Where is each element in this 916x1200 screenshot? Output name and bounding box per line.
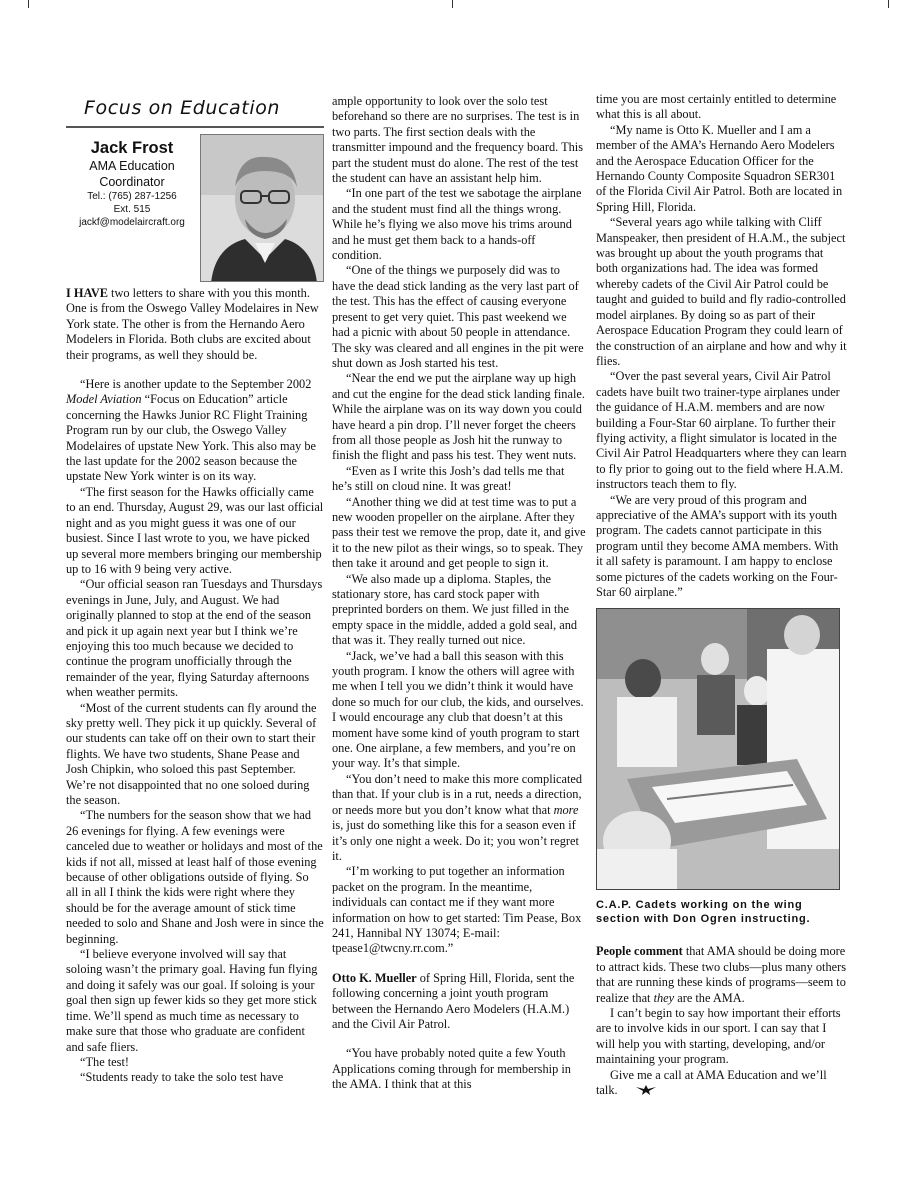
paragraph [332,971,586,1033]
paragraph: “My name is Otto K. Mueller and I am a member of the AMA’s Hernando Aero Modelers and the Aerospace Education Officer for the Hernando County Composite Squadron SER301 of the Florida Civil Air Patrol. Both are located in Spring Hill, Florida. [596,122,843,214]
title-rule [66,126,324,128]
paragraph [332,772,586,864]
emphasis: they [653,990,675,1005]
paragraph: “I believe everyone involved will say that soloing wasn’t the primary goal. Having fun flying and doing it safely was our goal. If soloing is your goal then sign up fewer kids so they get more stick time. We’ll spend as much time as necessary to make sure that those who graduate are confident and safe fliers. [66,947,318,1054]
paragraph [66,377,324,485]
paragraph: “We are very proud of this program and appreciative of the AMA’s support with its youth program. The cadets cannot participate in this program until they become AMA members. With it all safety is paramount. I am happy to enclose some pictures of the cadets working on the Four-Star 60 airplane.” [596,492,839,599]
lead-bold: I HAVE [66,286,108,300]
paragraph [66,286,324,363]
crop-mark-center [452,0,453,8]
paragraph: “Another thing we did at test time was to put a new wooden propeller on the airplane. After they pass their test we remove the prop, date it, and give it to the new pilot as their wings, so to speak. They then take it around and get people to sign it. [332,494,586,571]
text: of Spring Hill, Florida, sent the following concerning a joint youth program between the Hernando Aero Modelers (H.A.M.) and the Civil Air Patrol. [332,970,575,1031]
column-2 [332,94,586,1093]
emphasis: more [553,802,579,817]
ama-logo-icon [622,1084,656,1099]
paragraph: “Several years ago while talking with Cliff Manspeaker, then president of H.A.M., the subject was brought up about the youth programs that both organizations had. The idea was formed whereby cadets of the Civil Air Patrol could be taught and guided to build and fly radio-controlled model airplanes. By doing so as part of their Aerospace Education Program they could learn of the construction of an airplane and how and why it flies. [596,215,847,368]
magazine-title: Model Aviation [66,392,142,407]
author-role-1: AMA Education [89,159,175,173]
author-email: jackf@modelaircraft.org [79,217,185,228]
text: “You don’t need to make this more complicated than that. If your club is in a rut, needs a direction, or needs more but you don’t know what that [332,771,583,817]
paragraph: “Students ready to take the solo test have [80,1070,284,1085]
paragraph: I can’t begin to say how important their efforts are to involve kids in our sport. I can say that I will help you with starting, developing, and/or maintaining your program. [596,1006,841,1067]
author-name: Jack Frost [90,139,174,157]
text: “Here is another update to the September 2002 [80,377,312,392]
paragraph: ample opportunity to look over the solo test beforehand so there are no surprises. The test is in two parts. The first section deals with the transmitter impound and the frequency board. This part the student must do alone. The rest of the test the student can have an assistant help him. [332,94,584,186]
crop-mark-right [888,0,889,8]
column-1 [66,92,324,1086]
cadets-photo-icon [596,608,840,890]
author-portrait-icon [200,134,324,282]
paragraph: “Our official season ran Tuesdays and Thursdays evenings in June, July, and August. We had originally planned to stop at the end of the season and pick it up again next year but I think we’re enjoying this too much because we decided to continue the program unofficially through the remainder of the year, flying Saturday afternoons when weather permits. [66,577,323,700]
paragraph: “Over the past several years, Civil Air Patrol cadets have built two trainer-type airplanes under the guidance of H.A.M. members and are now building a Four-Star 60 airplane. To further their flying activity, a flight simulator is located in the Civil Air Patrol Headquarters where they can learn to fly prior to going out to the field where H.A.M. instructors teach them to fly. [596,369,847,492]
text: “Focus on Education” article concerning the Hawks Junior RC Flight Training Program run by our club, the Oswego Valley Modelaires of upstate New York. This also may be the last update for the 2002 season because the upstate New York winter is on its way. [66,392,317,484]
crop-mark-left [28,0,29,8]
author-role-2: Coordinator [99,175,165,189]
paragraph: “Most of the current students can fly around the sky pretty well. They pick it up quickly. Several of our students can take off on their own to start their flights. We have two students, Shane Pease and Josh Chipkin, who soloed this past September. We’re not disappointed that no one soloed during the season. [66,700,317,807]
paragraph: “Near the end we put the airplane way up high and cut the engine for the dead stick landing finale. While the airplane was on its way down you could have heard a pin drop. I’ll never forget the cheers from all those people as Josh hit the runway to finish the flight and pass his test. They went nuts. [332,371,585,463]
author-info [66,138,198,229]
bold-lead: People comment [596,944,683,959]
text: are the AMA. [674,990,745,1005]
author-phone: Tel.: (765) 287-1256 [87,191,177,202]
photo-caption: C.A.P. Cadets working on the wing section with Don Ogren instructing. [596,899,811,926]
paragraph [596,944,848,1006]
paragraph: “Even as I write this Josh’s dad tells me that he’s still on cloud nine. It was great! [332,463,565,494]
section-title: Focus on Education [84,97,281,119]
cadets-drawing [597,609,840,890]
paragraph: “The test! [80,1054,130,1069]
paragraph: time you are most certainly entitled to determine what this is all about. [596,92,837,122]
author-box [66,134,324,284]
paragraph: “The numbers for the season show that we had 26 evenings for flying. A few evenings were canceled due to weather or holidays and most of the kids if not all, missed at least half of those evening because of other obligations outside of flying. So all in all I think the kids were right where they should be for the average amount of stick time needed to solo and Shane and Josh were in since the beginning. [66,808,324,946]
text: is, just do something like this for a season even if it’s only one night a week. Do it; you won’t regret it. [332,818,579,863]
paragraph [596,1068,848,1099]
column-3 [596,92,848,1099]
paragraph: “The first season for the Hawks officially came to an end. Thursday, August 29, was our last official night and as you might guess it was one of our busiest. Since I last wrote to you, we have picked up several more members bringing our membership up to 16 with 9 being very active. [66,484,324,576]
paragraph: “One of the things we purposely did was to have the dead stick landing as the very last part of the test. This has the effect of causing everyone present to get very quiet. This past weekend we had a picnic with about 50 people in attendance. The sky was cleared and all engines in the pit were shut down as Josh started his test. [332,263,584,370]
author-extension: Ext. 515 [113,204,151,215]
paragraph: “In one part of the test we sabotage the airplane and the student must find all the things wrong. While he’s flying we also move his trims around and he must get them back to a hands-off condition. [332,186,582,263]
paragraph: “You have probably noted quite a few Youth Applications coming through for membership in the AMA. I think that at this [332,1046,571,1092]
paragraph: “I’m working to put together an information packet on the program. In the meantime, individuals can contact me if they want more information on how to get started: Tim Pease, Box 241, Hannibal NY 13074; E-mail: tpease1@twcny.rr.com.” [332,864,582,956]
paragraph: “Jack, we’ve had a ball this season with this youth program. I know the others will agree with me when I tell you we didn’t think it would have done so much for our club, the kids, and ourselves. I would encourage any club that doesn’t at this moment have some kind of youth program to start one. One airplane, a few members, and you’re on your way. It’s that simple. [332,648,584,771]
text: that AMA should be doing more to attract kids. These two clubs—plus many others that are running these kinds of programs—seem to realize that [596,944,847,1005]
portrait-drawing [201,135,324,282]
lead-text: two letters to share with you this month. One is from the Oswego Valley Modelaires in New York state. The other is from the Hernando Aero Modelers in Florida. Both clubs are excited about their programs, as well they should be. [66,286,319,362]
bold-name: Otto K. Mueller [332,970,417,985]
text: Give me a call at AMA Education and we’ll talk. [596,1067,827,1098]
paragraph: “We also made up a diploma. Staples, the stationary store, has card stock paper with preprinted borders on them. We just filled in the empty space in the middle, added a gold seal, and that was it. They really turned out nice. [332,571,578,648]
